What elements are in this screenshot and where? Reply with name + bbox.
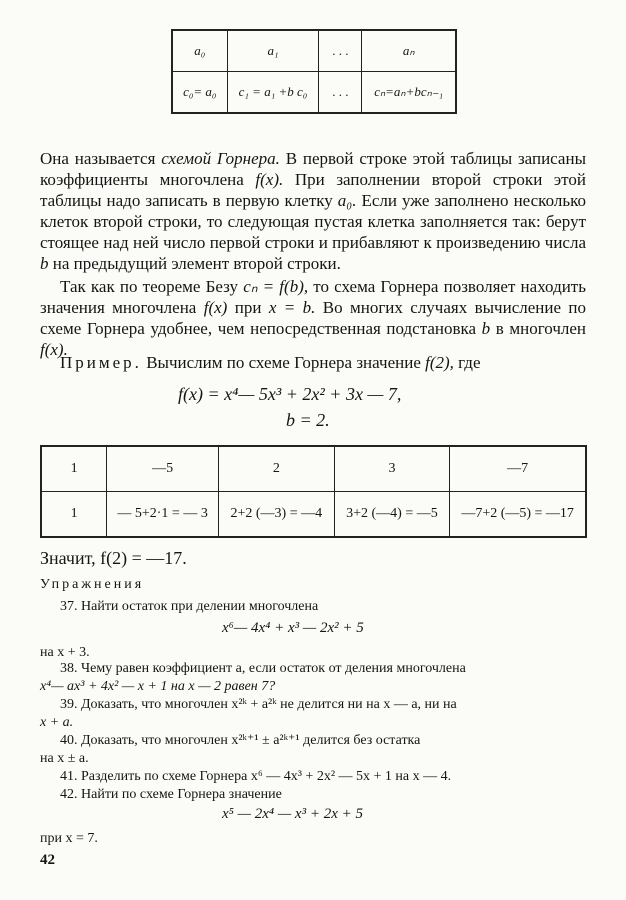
table-cell: aₙ [362,31,456,72]
table-cell: 1 [42,492,107,537]
paragraph-bezout [40,276,586,360]
table-cell: — 5+2·1 = — 3 [107,492,219,537]
example-label: Пример. [60,353,142,372]
math-inline: a₀. [337,191,357,210]
table-cell: 2 [219,447,335,492]
exercise-42-tail: при x = 7. [40,831,98,846]
exercises-heading: Упражнения [40,577,145,592]
text-run: Во многих случаях вычисление по схеме Горнера удобнее, чем непосредственная подстановка [40,298,586,338]
exercise-37-formula: x⁶— 4x⁴ + x³ — 2x² + 5 [222,620,364,636]
math-inline: f(2), [425,353,454,372]
text-run: Она называется [40,149,162,168]
math-inline: b [40,254,49,273]
exercise-42-formula: x⁵ — 2x⁴ — x³ + 2x + 5 [222,806,363,822]
table-cell: . . . [319,72,362,113]
text-run: при [227,298,269,317]
term-horner-scheme: схемой Горнера. [161,149,280,168]
text-run: где [453,353,481,372]
text-run: Вычислим по схеме Горнера значение [141,353,426,372]
exercise-37 [40,598,586,616]
paragraph-horner-scheme [40,148,586,274]
horner-example-table [41,446,586,537]
table-cell: 3 [334,447,450,492]
text-run: на предыдущий элемент второй строки. [48,254,341,273]
exercise-38 [40,660,586,696]
text-run: Если уже заполнено несколько клеток второй строки, то следующая пустая клетка заполняется так: берут стоящее над ней число первой строки и прибавляют к произведению числа [40,191,586,252]
exercise-text: 42. Найти по схеме Горнера значение [60,787,282,802]
table-cell: a₁ [227,31,319,72]
table-cell: c₀= a₀ [173,72,228,113]
table-cell: 2+2 (—3) = —4 [219,492,335,537]
text-run: то схема Горнера позволяет находить значения многочлена [40,277,586,317]
math-inline: f(x) [203,298,228,317]
table-cell: . . . [319,31,362,72]
table-row [42,492,586,537]
table-cell: c₁ = a₁ +b c₀ [227,72,319,113]
exercise-39 [40,696,586,732]
paragraph-example [40,352,586,373]
math-inline: f(x). [255,170,284,189]
exercise-text: 41. Разделить по схеме Горнера x⁶ — 4x³ + 2x² — 5x + 1 на x — 4. [60,769,452,784]
table-cell: 3+2 (—4) = —5 [334,492,450,537]
table-cell: cₙ=aₙ+bcₙ₋₁ [362,72,456,113]
text-run: В первой строке этой таблицы записаны коэффициенты многочлена [40,149,586,189]
math-inline: cₙ = f(b), [243,277,309,296]
conclusion-line: Значит, f(2) = —17. [40,548,187,568]
exercise-text: 40. Доказать, что многочлен x²ᵏ⁺¹ ± a²ᵏ⁺¹ делится без остатка [60,733,421,748]
formula-b-value: b = 2. [286,410,330,430]
text-run: При заполнении второй строки этой таблицы надо записать в первую клетку [40,170,586,210]
exercise-40 [40,732,586,768]
exercise-text: на x ± a. [40,751,89,766]
text-run: в многочлен [490,319,586,338]
table-row [173,31,456,72]
formula-polynomial: f(x) = x⁴— 5x³ + 2x² + 3x — 7, [178,384,402,404]
table-row [42,447,586,492]
math-inline: b [481,319,491,338]
page-number: 42 [40,852,55,868]
exercise-text: 39. Доказать, что многочлен x²ᵏ + a²ᵏ не делится ни на x — a, ни на [60,697,457,712]
table-cell: —7 [450,447,586,492]
horner-general-table [172,30,456,113]
exercise-37-tail: на x + 3. [40,645,90,660]
math-inline: x = b. [268,298,316,317]
exercise-text: x + a. [40,715,74,730]
exercise-text: x⁴— ax³ + 4x² — x + 1 на x — 2 равен 7? [40,679,276,694]
table-row [173,72,456,113]
exercise-41 [40,768,586,786]
math-inline: f(x). [40,340,68,359]
table-cell: a₀ [173,31,228,72]
text-run: Так как по теореме Безу [60,277,244,296]
exercise-text: 37. Найти остаток при делении многочлена [60,599,319,614]
exercise-text: 38. Чему равен коэффициент a, если остаток от деления многочлена [60,661,466,676]
table-cell: —5 [107,447,219,492]
table-cell: 1 [42,447,107,492]
table-cell: —7+2 (—5) = —17 [450,492,586,537]
exercise-42 [40,786,586,804]
